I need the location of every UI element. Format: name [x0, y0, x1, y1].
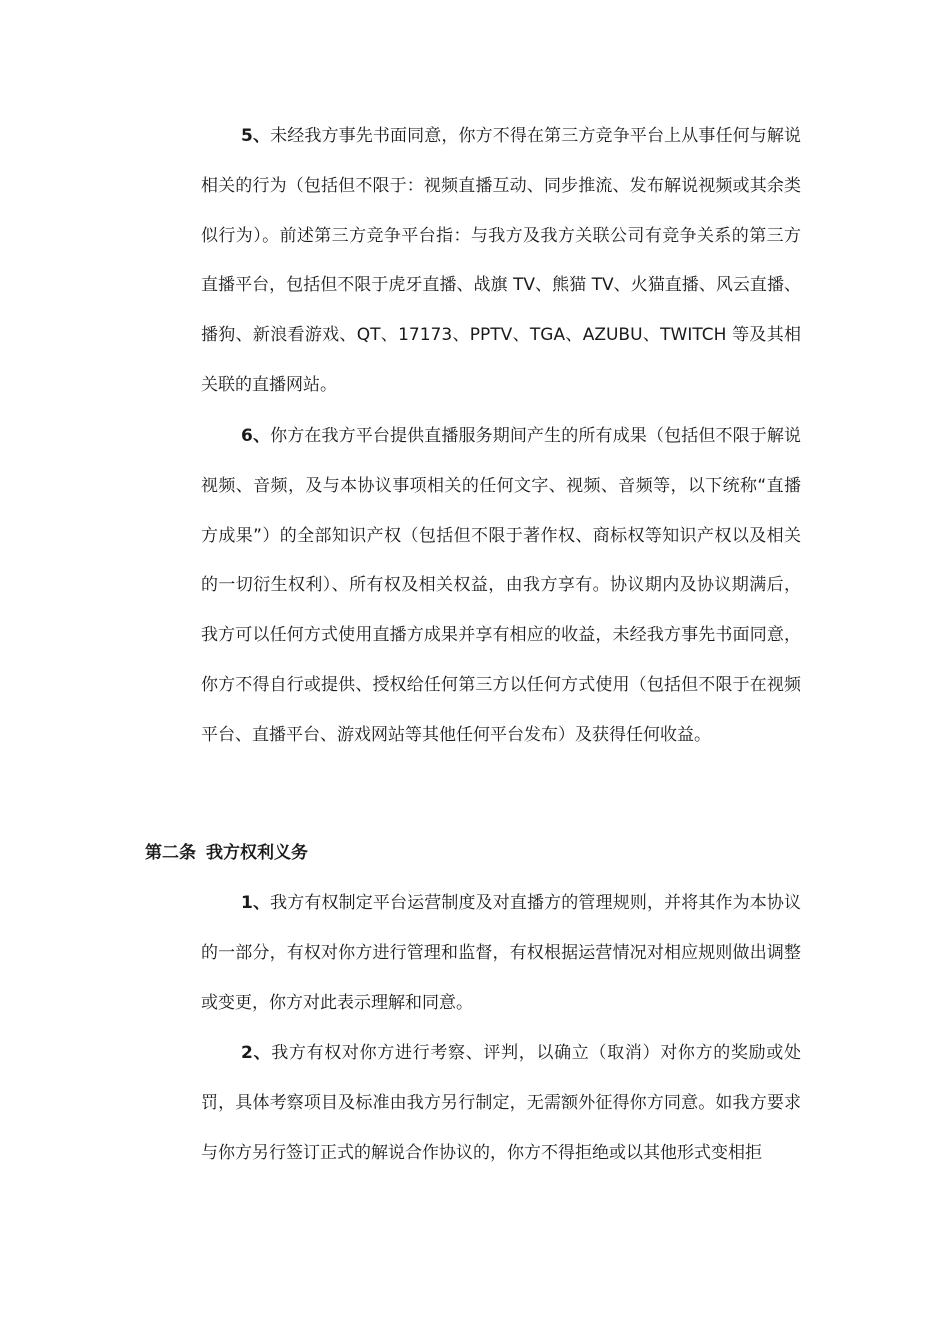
- clause-5: [201, 112, 801, 411]
- clause-text: 你方在我方平台提供直播服务期间产生的所有成果（包括但不限于解说视频、音频，及与本协议事项相关的任何文字、视频、音频等，以下统称“直播方成果”）的全部知识产权（包括但不限于著作权、商标权等知识产权以及相关的一切衍生权利）、所有权及相关权益，由我方享有。协议期内及协议期满后，我方可以任何方式使用直播方成果并享有相应的收益，未经我方事先书面同意，你方不得自行或提供、授权给任何第三方以任何方式使用（包括但不限于在视频平台、直播平台、游戏网站等其他任何平台发布）及获得任何收益。: [201, 426, 801, 745]
- section-heading: [145, 838, 308, 868]
- clause-2: [201, 1029, 801, 1178]
- clause-1: [201, 879, 801, 1028]
- clause-6: [201, 412, 801, 761]
- clause-text: 未经我方事先书面同意，你方不得在第三方竞争平台上从事任何与解说相关的行为（包括但不限于：视频直播互动、同步推流、发布解说视频或其余类似行为）。前述第三方竞争平台指：与我方及我方关联公司有竞争关系的第三方直播平台，包括但不限于虎牙直播、战旗 TV、熊猫 TV、火猫直播、风云直播、播狗、新浪看游戏、QT、17173、PPTV、TGA、AZUBU、TWITCH 等及其相关联的直播网站。: [201, 126, 801, 395]
- clause-number: 1、: [241, 893, 271, 913]
- clause-text: 我方有权制定平台运营制度及对直播方的管理规则，并将其作为本协议的一部分，有权对你方进行管理和监督，有权根据运营情况对相应规则做出调整或变更，你方对此表示理解和同意。: [201, 893, 801, 1013]
- article-title: 我方权利义务: [206, 843, 308, 863]
- clause-number: 5、: [241, 126, 271, 146]
- clause-number: 2、: [241, 1043, 272, 1063]
- clause-number: 6、: [241, 426, 271, 446]
- clause-text: 我方有权对你方进行考察、评判，以确立（取消）对你方的奖励或处罚，具体考察项目及标准由我方另行制定，无需额外征得你方同意。如我方要求与你方另行签订正式的解说合作协议的，你方不得拒绝或以其他形式变相拒: [201, 1043, 801, 1163]
- article-number: 第二条: [145, 843, 196, 863]
